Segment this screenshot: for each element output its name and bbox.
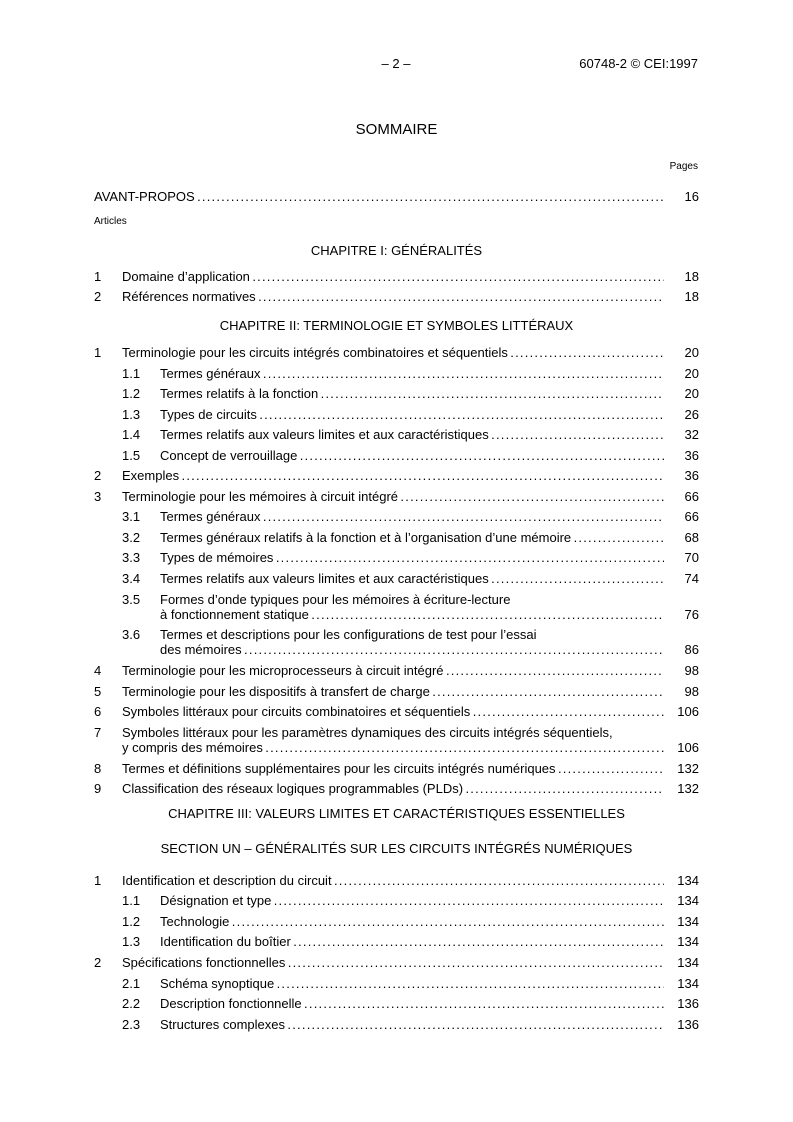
toc-entry[interactable] [94, 488, 699, 506]
articles-label: Articles [94, 216, 127, 227]
toc-entry-number: 1 [94, 345, 102, 360]
toc-entry-page: 134 [677, 893, 699, 908]
toc-entry-text-line1: Symboles littéraux pour les paramètres dynamiques des circuits intégrés séquentiels, [122, 725, 613, 740]
toc-entry-text: Termes relatifs aux valeurs limites et aux caractéristiques . . . [160, 426, 664, 444]
toc-entry-page: 136 [677, 1017, 699, 1032]
toc-entry-text: Termes et définitions supplémentaires pour les circuits intégrés numériques . . . [122, 760, 664, 778]
toc-entry-page: 36 [684, 448, 699, 463]
toc-entry-number: 1 [94, 269, 102, 284]
toc-entry[interactable] [94, 760, 699, 778]
chapter-1-heading: CHAPITRE I: GÉNÉRALITÉS [310, 243, 483, 258]
toc-entry-page: 134 [677, 914, 699, 929]
toc-entry-text-line2: des mémoires . . . [160, 641, 664, 659]
toc-entry-page: 132 [677, 781, 699, 796]
toc-entry-page: 98 [684, 684, 699, 699]
toc-entry-page: 20 [684, 386, 699, 401]
toc-entry-number: 2 [94, 468, 102, 483]
toc-entry-page: 66 [684, 489, 699, 504]
toc-entry-text-line1: Termes et descriptions pour les configurations de test pour l’essai [160, 627, 537, 642]
toc-entry-text: Types de circuits . . . [160, 406, 664, 424]
toc-entry-text-line1: Formes d’onde typiques pour les mémoires à écriture-lecture [160, 592, 511, 607]
toc-entry-page: 134 [677, 955, 699, 970]
toc-entry-text: Termes généraux . . . [160, 508, 664, 526]
toc-subentry[interactable] [94, 385, 699, 403]
toc-subentry[interactable] [94, 365, 699, 383]
toc-subentry[interactable] [94, 447, 699, 465]
toc-entry-page: 16 [684, 189, 699, 204]
toc-entry-number: 9 [94, 781, 102, 796]
toc-entry-text: Terminologie pour les microprocesseurs à circuit intégré . . . [122, 662, 664, 680]
toc-entry-number: 3.3 [122, 550, 141, 565]
toc-subentry[interactable] [94, 508, 699, 526]
toc-entry-number: 1.5 [122, 448, 141, 463]
toc-entry-page: 76 [684, 607, 699, 622]
toc-entry-page: 32 [684, 427, 699, 442]
toc-subentry[interactable] [94, 570, 699, 588]
toc-subentry[interactable] [94, 995, 699, 1013]
toc-entry[interactable] [94, 739, 699, 757]
toc-entry-page: 18 [684, 269, 699, 284]
toc-entry-number: 3.1 [122, 509, 141, 524]
toc-entry[interactable] [94, 662, 699, 680]
toc-entry-page: 132 [677, 761, 699, 776]
toc-entry-text: Termes relatifs aux valeurs limites et aux caractéristiques . . . [160, 570, 664, 588]
toc-entry[interactable] [94, 872, 699, 890]
toc-entry-text: Identification et description du circuit . . . [122, 872, 664, 890]
toc-entry-number: 5 [94, 684, 102, 699]
toc-entry-number: 3.2 [122, 530, 141, 545]
toc-entry-page: 106 [677, 740, 699, 755]
toc-entry[interactable] [94, 268, 699, 286]
toc-entry[interactable] [94, 344, 699, 362]
toc-entry-text: Symboles littéraux pour circuits combinatoires et séquentiels . . . [122, 703, 664, 721]
toc-subentry[interactable] [94, 641, 699, 659]
toc-entry-text: Classification des réseaux logiques programmables (PLDs) . . . [122, 780, 664, 798]
toc-entry-text: Concept de verrouillage . . . [160, 447, 664, 465]
toc-entry-text-line2: à fonctionnement statique . . . [160, 606, 664, 624]
toc-subentry[interactable] [94, 933, 699, 951]
toc-entry-number: 8 [94, 761, 102, 776]
toc-entry-number: 1.2 [122, 914, 141, 929]
pages-column-label: Pages [669, 161, 698, 172]
toc-entry-text: Terminologie pour les mémoires à circuit intégré . . . [122, 488, 664, 506]
toc-entry-number: 6 [94, 704, 102, 719]
toc-entry-number: 2.3 [122, 1017, 141, 1032]
toc-entry-text: Termes relatifs à la fonction . . . [160, 385, 664, 403]
toc-entry-number: 2 [94, 955, 102, 970]
page-number: – 2 – [381, 56, 411, 71]
toc-entry-number: 1.1 [122, 366, 141, 381]
toc-subentry[interactable] [94, 606, 699, 624]
toc-subentry[interactable] [94, 913, 699, 931]
toc-entry-number: 1.3 [122, 407, 141, 422]
toc-entry-page: 134 [677, 934, 699, 949]
toc-entry[interactable] [94, 288, 699, 306]
toc-entry-page: 136 [677, 996, 699, 1011]
page-title: SOMMAIRE [355, 121, 438, 138]
chapter-2-heading: CHAPITRE II: TERMINOLOGIE ET SYMBOLES LITTÉRAUX [219, 318, 574, 333]
toc-entry-page: 134 [677, 976, 699, 991]
document-id: 60748-2 © CEI:1997 [579, 56, 698, 71]
toc-entry-text: Terminologie pour les dispositifs à transfert de charge . . . [122, 683, 664, 701]
toc-entry-number: 3 [94, 489, 102, 504]
toc-entry-text-line2: y compris des mémoires . . . [122, 739, 664, 757]
toc-entry-number: 3.6 [122, 627, 141, 642]
toc-entry-page: 98 [684, 663, 699, 678]
toc-entry-text: Identification du boîtier . . . [160, 933, 664, 951]
toc-entry-number: 1 [94, 873, 102, 888]
chapter-3-heading: CHAPITRE III: VALEURS LIMITES ET CARACTÉRISTIQUES ESSENTIELLES [168, 806, 625, 821]
toc-subentry[interactable] [94, 892, 699, 910]
toc-entry-text: Exemples . . . [122, 467, 664, 485]
toc-entry-number: 3.5 [122, 592, 141, 607]
section-heading: SECTION UN – GÉNÉRALITÉS SUR LES CIRCUITS INTÉGRÉS NUMÉRIQUES [160, 841, 633, 856]
toc-entry-text: Termes généraux relatifs à la fonction et à l’organisation d’une mémoire . . . [160, 529, 664, 547]
toc-entry[interactable] [94, 780, 699, 798]
toc-entry-page: 68 [684, 530, 699, 545]
toc-entry-text: Schéma synoptique . . . [160, 975, 664, 993]
toc-entry-number: 7 [94, 725, 102, 740]
toc-entry-page: 66 [684, 509, 699, 524]
toc-entry-text: Termes généraux . . . [160, 365, 664, 383]
toc-entry-page: 20 [684, 366, 699, 381]
toc-entry-text: Description fonctionnelle . . . [160, 995, 664, 1013]
toc-entry-page: 20 [684, 345, 699, 360]
toc-entry-number: 2.2 [122, 996, 141, 1011]
toc-entry-text: Technologie . . . [160, 913, 664, 931]
toc-entry-text: Terminologie pour les circuits intégrés combinatoires et séquentiels . . . [122, 344, 664, 362]
toc-entry-page: 70 [684, 550, 699, 565]
toc-entry-number: 1.3 [122, 934, 141, 949]
toc-entry[interactable] [94, 683, 699, 701]
toc-entry-number: 1.2 [122, 386, 141, 401]
toc-subentry[interactable] [94, 529, 699, 547]
toc-entry-text: AVANT-PROPOS . . . [94, 188, 664, 206]
toc-entry-number: 1.1 [122, 893, 141, 908]
toc-subentry[interactable] [94, 406, 699, 424]
toc-entry-text: Structures complexes . . . [160, 1016, 664, 1034]
toc-subentry[interactable] [94, 975, 699, 993]
toc-entry-number: 4 [94, 663, 102, 678]
toc-entry-text: Références normatives . . . [122, 288, 664, 306]
toc-entry[interactable] [94, 703, 699, 721]
toc-entry-page: 18 [684, 289, 699, 304]
toc-entry-page: 36 [684, 468, 699, 483]
toc-entry-foreword[interactable] [94, 188, 699, 206]
toc-entry-number: 2 [94, 289, 102, 304]
toc-subentry[interactable] [94, 1016, 699, 1034]
toc-entry-page: 74 [684, 571, 699, 586]
toc-entry-page: 134 [677, 873, 699, 888]
toc-entry[interactable] [94, 467, 699, 485]
toc-entry-number: 1.4 [122, 427, 141, 442]
toc-entry-text: Types de mémoires . . . [160, 549, 664, 567]
toc-entry-text: Spécifications fonctionnelles . . . [122, 954, 664, 972]
toc-entry-text: Désignation et type . . . [160, 892, 664, 910]
toc-entry-page: 26 [684, 407, 699, 422]
toc-entry[interactable] [94, 954, 699, 972]
toc-entry-number: 2.1 [122, 976, 141, 991]
toc-entry-number: 3.4 [122, 571, 141, 586]
toc-entry-page: 86 [684, 642, 699, 657]
toc-subentry[interactable] [94, 426, 699, 444]
toc-entry-text: Domaine d’application . . . [122, 268, 664, 286]
toc-subentry[interactable] [94, 549, 699, 567]
toc-entry-page: 106 [677, 704, 699, 719]
